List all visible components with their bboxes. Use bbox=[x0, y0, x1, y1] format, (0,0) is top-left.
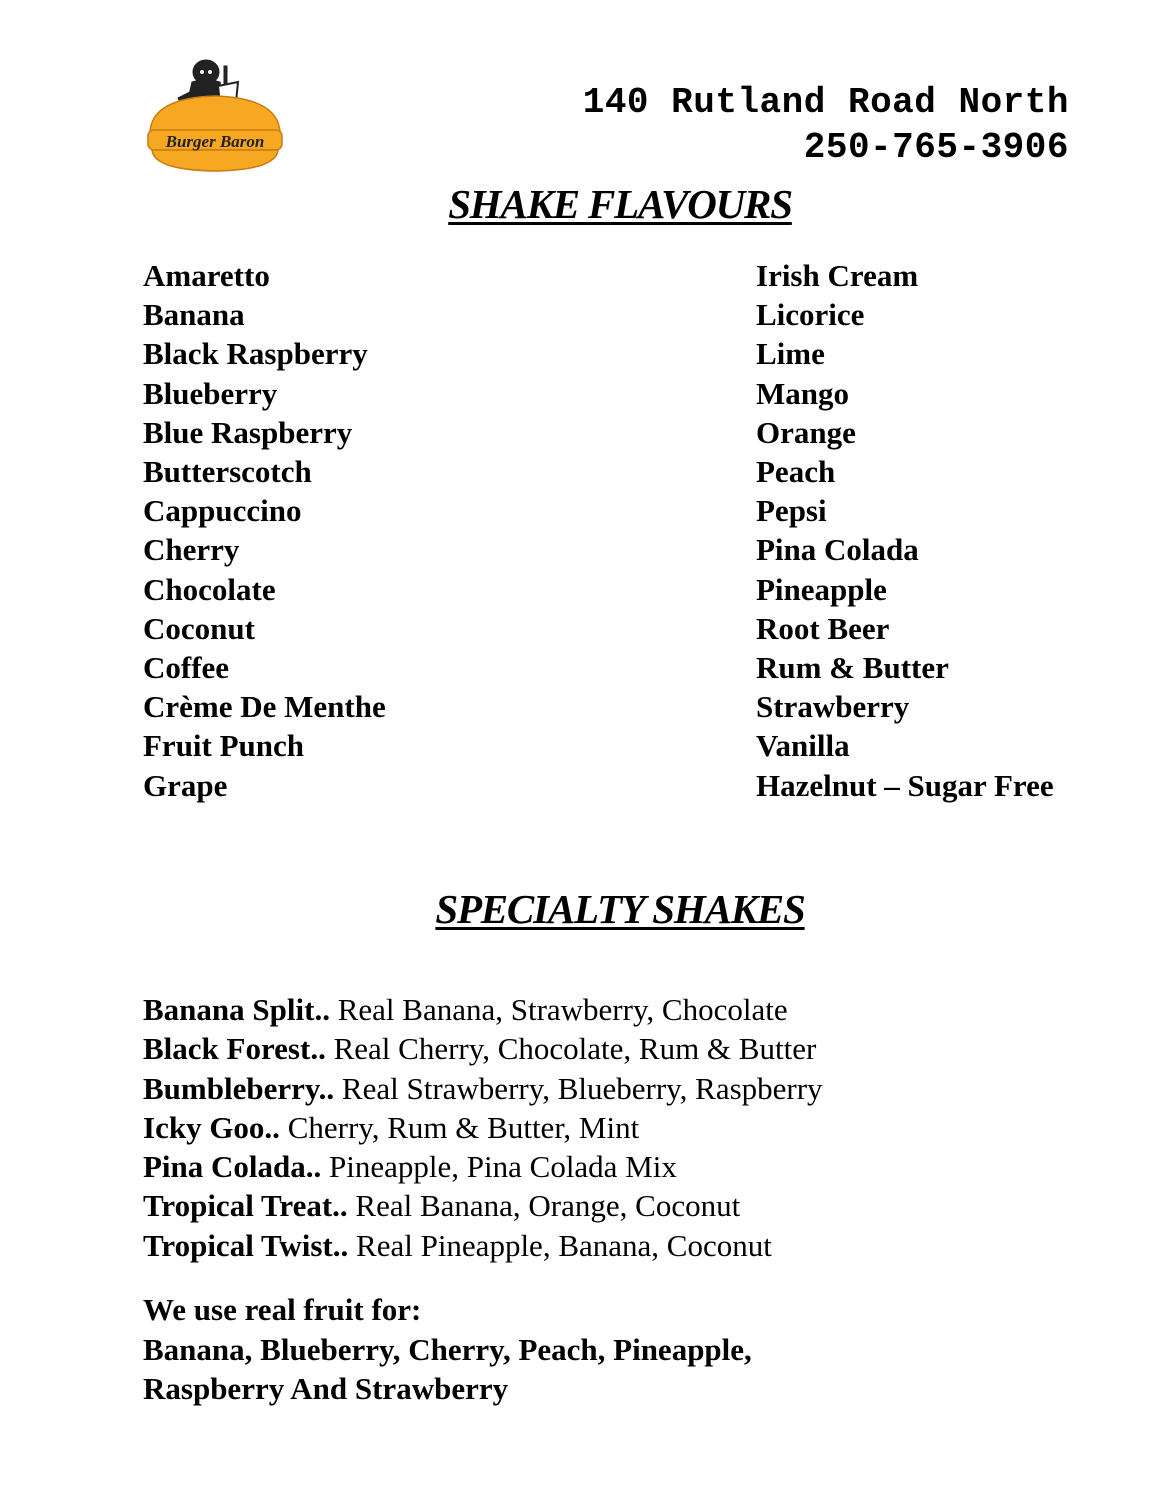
shake-ingredients: Real Banana, Orange, Coconut bbox=[347, 1188, 741, 1224]
burger-baron-logo bbox=[140, 52, 290, 176]
list-item bbox=[143, 1029, 823, 1068]
list-item: Fruit Punch bbox=[143, 728, 305, 764]
real-fruit-intro: We use real fruit for: bbox=[143, 1292, 422, 1327]
shake-flavours-heading: SHAKE FLAVOURS bbox=[448, 181, 792, 227]
shake-name: Black Forest.. bbox=[143, 1031, 326, 1067]
shake-ingredients: Real Cherry, Chocolate, Rum & Butter bbox=[325, 1031, 817, 1067]
list-item: Peach bbox=[756, 454, 836, 490]
list-item: Blueberry bbox=[143, 375, 278, 411]
list-item: Pina Colada bbox=[756, 532, 919, 568]
list-item: Cherry bbox=[143, 532, 240, 568]
list-item: Vanilla bbox=[756, 728, 850, 764]
logo-text: Burger Baron bbox=[165, 132, 265, 151]
list-item: Coffee bbox=[143, 650, 230, 686]
shake-name: Bumbleberry.. bbox=[143, 1070, 335, 1106]
list-item: Grape bbox=[143, 767, 228, 803]
shake-ingredients: Real Pineapple, Banana, Coconut bbox=[348, 1227, 772, 1263]
real-fruit-list-line-2: Raspberry And Strawberry bbox=[143, 1371, 509, 1406]
burger-logo-icon bbox=[140, 52, 290, 176]
flavour-list-left bbox=[143, 256, 386, 805]
list-item: Pineapple bbox=[756, 571, 887, 607]
list-item: Blue Raspberry bbox=[143, 414, 353, 450]
specialty-shakes-heading: SPECIALTY SHAKES bbox=[435, 886, 805, 932]
shake-name: Pina Colada.. bbox=[143, 1149, 322, 1185]
list-item bbox=[143, 990, 823, 1029]
shake-ingredients: Real Strawberry, Blueberry, Raspberry bbox=[334, 1070, 823, 1106]
list-item: Coconut bbox=[143, 610, 255, 646]
flavour-list-right bbox=[756, 256, 1054, 805]
list-item: Irish Cream bbox=[756, 258, 919, 293]
list-item: Mango bbox=[756, 375, 849, 411]
list-item: Rum & Butter bbox=[756, 650, 949, 686]
shake-ingredients: Real Banana, Strawberry, Chocolate bbox=[329, 992, 788, 1027]
list-item: Chocolate bbox=[143, 571, 276, 607]
list-item bbox=[143, 1147, 823, 1186]
list-item: Pepsi bbox=[756, 493, 827, 529]
list-item: Crème De Menthe bbox=[143, 689, 386, 725]
store-contact bbox=[583, 80, 1069, 170]
shake-name: Banana Split.. bbox=[143, 992, 330, 1027]
list-item bbox=[143, 1069, 823, 1108]
list-item: Banana bbox=[143, 297, 245, 333]
list-item bbox=[143, 1226, 823, 1265]
list-item: Licorice bbox=[756, 297, 865, 333]
list-item: Hazelnut – Sugar Free bbox=[756, 767, 1054, 803]
shake-name: Icky Goo.. bbox=[143, 1109, 280, 1145]
shake-ingredients: Pineapple, Pina Colada Mix bbox=[321, 1149, 677, 1185]
list-item: Black Raspberry bbox=[143, 336, 368, 372]
list-item: Lime bbox=[756, 336, 825, 372]
shake-name: Tropical Twist.. bbox=[143, 1227, 349, 1263]
store-phone: 250-765-3906 bbox=[803, 127, 1069, 168]
list-item: Orange bbox=[756, 414, 856, 450]
shake-ingredients: Cherry, Rum & Butter, Mint bbox=[279, 1109, 640, 1145]
real-fruit-note bbox=[143, 1290, 752, 1409]
list-item bbox=[143, 1186, 823, 1225]
list-item bbox=[143, 1108, 823, 1147]
store-address: 140 Rutland Road North bbox=[582, 82, 1069, 123]
real-fruit-list-line-1: Banana, Blueberry, Cherry, Peach, Pineapple, bbox=[143, 1331, 752, 1367]
list-item: Butterscotch bbox=[143, 454, 312, 490]
list-item: Cappuccino bbox=[143, 493, 302, 529]
specialty-shakes-list bbox=[143, 990, 823, 1265]
list-item: Amaretto bbox=[143, 258, 270, 293]
list-item: Strawberry bbox=[756, 689, 910, 725]
list-item: Root Beer bbox=[756, 610, 890, 646]
shake-name: Tropical Treat.. bbox=[143, 1188, 348, 1224]
